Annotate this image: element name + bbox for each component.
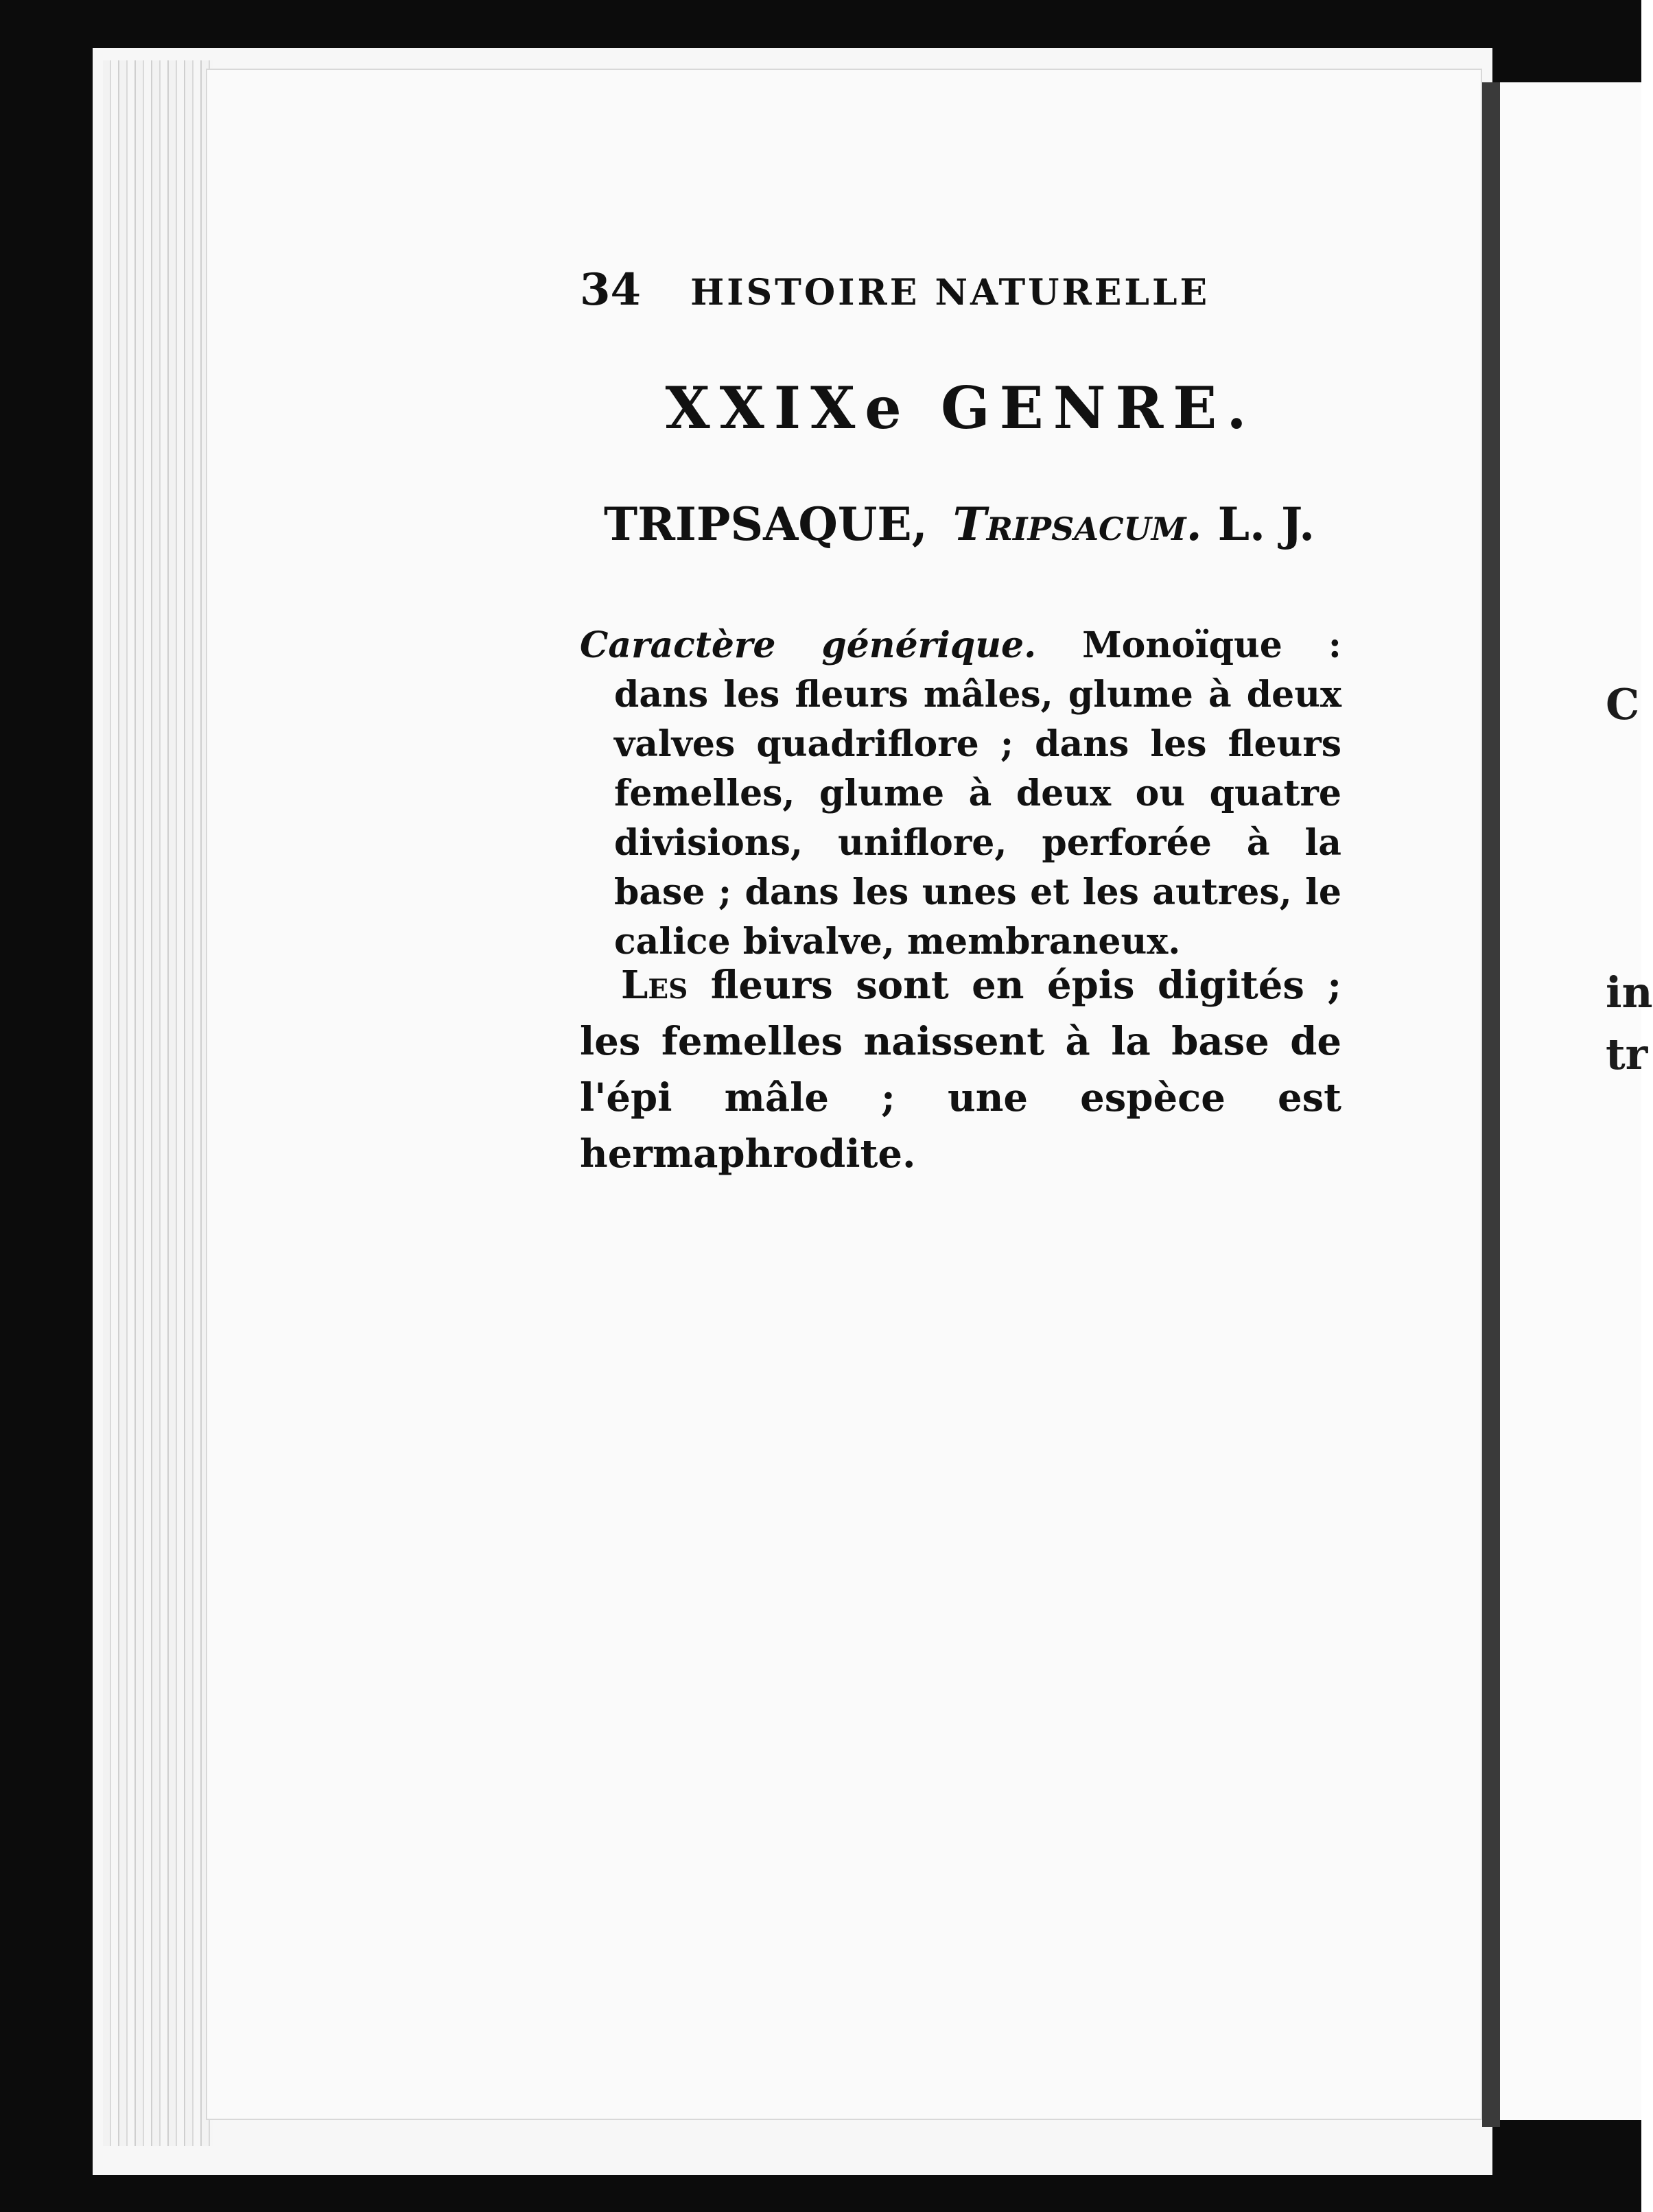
- page-edges: [103, 60, 213, 2146]
- running-head-title: HISTOIRE NATURELLE: [690, 272, 1210, 314]
- running-head: [580, 264, 1211, 316]
- generic-character-label: Caractère générique.: [580, 624, 1037, 666]
- generic-character-text: Monoïque : dans les fleurs mâles, glume à deux valves quadriflore ; dans les fleurs femelles, glume à deux ou quatre divisions, uniflore, perforée à la base ; dans les unes et les autres, le calice bivalve, membraneux.: [614, 624, 1341, 963]
- facing-page-fragment: C: [1606, 679, 1640, 729]
- genus-heading: [604, 497, 1365, 551]
- genre-title: XXIXe GENRE.: [665, 374, 1256, 442]
- genus-authority: L. J.: [1217, 497, 1315, 551]
- facing-page-fragment: tr: [1606, 1029, 1648, 1079]
- page-number: 34: [580, 264, 642, 316]
- book-gutter: [1482, 82, 1500, 2127]
- generic-character-block: [580, 621, 1341, 967]
- facing-page-fragment: in: [1606, 967, 1653, 1017]
- genus-description: [580, 957, 1341, 1182]
- facing-page: [1500, 82, 1641, 2120]
- genus-latin-name: Tripsacum.: [952, 497, 1202, 551]
- description-lead: Les: [621, 963, 688, 1008]
- description-text: fleurs sont en épis digités ; les femelles naissent à la base de l'épi mâle ; une espèce est hermaphrodite.: [580, 963, 1341, 1177]
- genus-french-name: TRIPSAQUE,: [604, 497, 928, 551]
